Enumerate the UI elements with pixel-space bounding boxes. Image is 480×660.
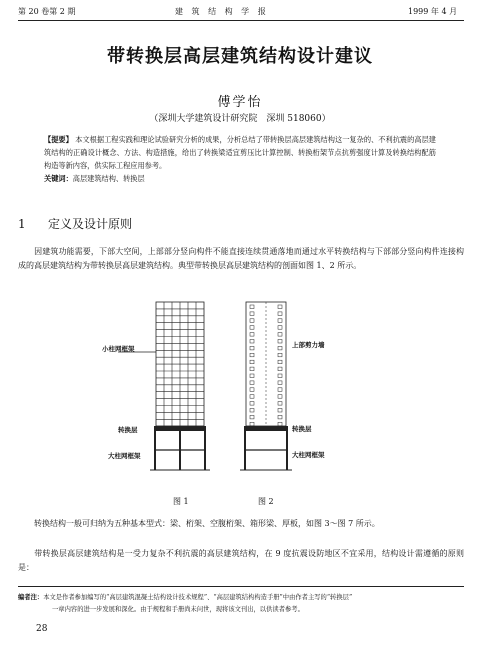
paragraph-transfer-types-text: 转换结构一般可归纳为五种基本型式：梁、桁架、空腹桁架、箱形梁、厚板，如图 3～图 7 所示。 [34,519,380,528]
keywords-text: 高层建筑结构、转换层 [72,174,145,183]
figure-2-drawing [240,300,292,488]
figure-2-label-transfer: 转换层 [292,425,312,433]
figure-1-label-upper: 小柱网框架 [102,345,135,353]
paragraph-design-principles [18,547,464,575]
running-header-issue: 第 20 卷第 2 期 [18,7,76,16]
figure-1-label-transfer: 转换层 [118,426,138,434]
page-number: 28 [36,624,48,634]
figure-1-caption: 图 1 [173,497,189,506]
editor-footnote [18,592,464,616]
footnote-line-1: 本文是作者参加编写的“高层建筑混凝土结构设计技术规程”、“高层建筑结构构造手册”中由作者主写的“转换层” [43,594,353,601]
section-heading [18,215,132,232]
figure-1-drawing [150,300,210,488]
figure-1-label-lower: 大柱网框架 [108,452,141,460]
footnote-rule [18,586,464,587]
paragraph-design-principles-text: 带转换层高层建筑结构是一受力复杂不利抗震的高层建筑结构，在 9 度抗震设防地区不宜采用，结构设计需遵循的原则是： [18,549,464,572]
abstract-label: 【提要】 [44,135,73,144]
abstract-block [44,133,436,185]
figure-1-leader-upper [118,350,158,356]
section-number: 1 [18,217,26,231]
footnote-line-2: 一章内容的进一步发展和深化。由于规程和手册尚未问世，现将该文刊出，以供读者参考。 [52,606,304,613]
running-header-date: 1999 年 4 月 [408,7,458,16]
section-title: 定义及设计原则 [48,217,133,231]
header-rule [18,20,464,21]
author-affiliation: （深圳大学建筑设计研究院 深圳 518060） [149,114,331,124]
paragraph-transfer-types [18,517,464,531]
paragraph-intro-text: 因建筑功能需要，下部大空间，上部部分竖向构件不能直接连续贯通落地而通过水平转换结构与下部部分竖向构件连接构成的高层建筑结构为带转换层高层建筑结构。典型带转换层高层建筑结构的剖面如图 1、2 所示。 [18,247,464,270]
article-title: 带转换层高层建筑结构设计建议 [107,46,373,67]
footnote-label: 编者注： [18,594,44,601]
abstract-text: 本文根据工程实践和理论试验研究分析的成果，分析总结了带转换层高层建筑结构这一复杂的、不利抗震的高层建筑结构的正确设计概念、方法、构造措施，给出了转换梁适宜剪压比计算控制、转换桁架节点抗剪强度计算及转换结构配筋构造等新内容，供实际工程应用参考。 [44,135,436,170]
author-name: 傅学怡 [217,95,263,110]
figure-2-caption: 图 2 [258,497,274,506]
figure-2-label-upper: 上部剪力墙 [292,341,325,349]
keywords-label: 关键词： [44,174,73,183]
running-header-journal: 建 筑 结 构 学 报 [175,7,269,16]
paragraph-intro [18,245,464,273]
figure-2-label-lower: 大柱网框架 [292,451,325,459]
